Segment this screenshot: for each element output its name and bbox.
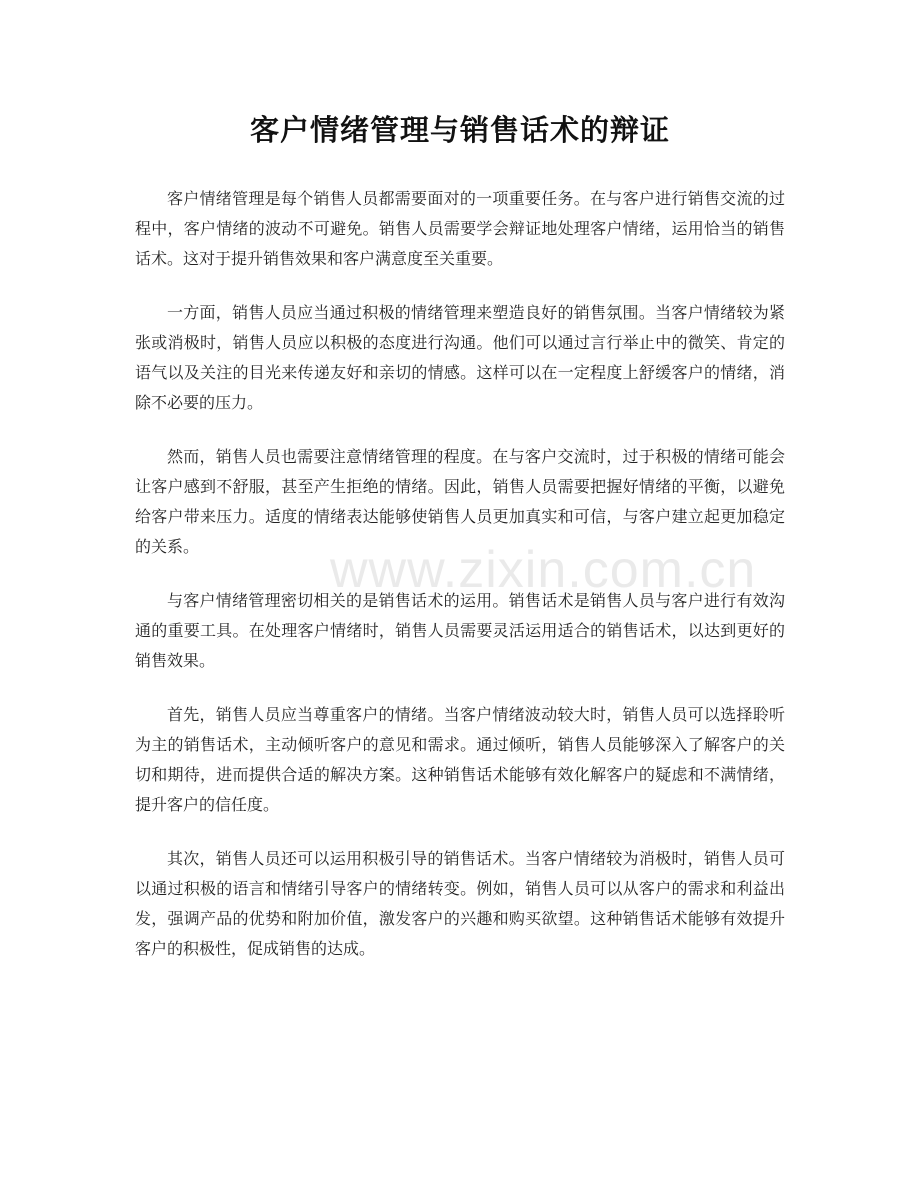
paragraph-4: 与客户情绪管理密切相关的是销售话术的运用。销售话术是销售人员与客户进行有效沟通的重要工具。在处理客户情绪时，销售人员需要灵活运用适合的销售话术，以达到更好的销售效果。	[135, 591, 785, 670]
watermark: www.zixin.com.cn	[330, 541, 757, 599]
document-title: 客户情绪管理与销售话术的辩证	[249, 113, 670, 147]
paragraph-6: 其次，销售人员还可以运用积极引导的销售话术。当客户情绪较为消极时，销售人员可以通过积极的语言和情绪引导客户的情绪转变。例如，销售人员可以从客户的需求和利益出发，强调产品的优势和附加价值，激发客户的兴趣和购买欲望。这种销售话术能够有效提升客户的积极性，促成销售的达成。	[135, 849, 785, 958]
paragraph-2: 一方面，销售人员应当通过积极的情绪管理来塑造良好的销售氛围。当客户情绪较为紧张或消极时，销售人员应以积极的态度进行沟通。他们可以通过言行举止中的微笑、肯定的语气以及关注的目光来传递友好和亲切的情感。这样可以在一定程度上舒缓客户的情绪，消除不必要的压力。	[135, 303, 785, 412]
paragraph-1: 客户情绪管理是每个销售人员都需要面对的一项重要任务。在与客户进行销售交流的过程中，客户情绪的波动不可避免。销售人员需要学会辩证地处理客户情绪，运用恰当的销售话术。这对于提升销售效果和客户满意度至关重要。	[135, 189, 785, 268]
paragraph-5: 首先，销售人员应当尊重客户的情绪。当客户情绪波动较大时，销售人员可以选择聆听为主的销售话术，主动倾听客户的意见和需求。通过倾听，销售人员能够深入了解客户的关切和期待，进而提供合适的解决方案。这种销售话术能够有效化解客户的疑虑和不满情绪，提升客户的信任度。	[135, 705, 785, 814]
paragraph-3: 然而，销售人员也需要注意情绪管理的程度。在与客户交流时，过于积极的情绪可能会让客户感到不舒服，甚至产生拒绝的情绪。因此，销售人员需要把握好情绪的平衡，以避免给客户带来压力。适度的情绪表达能够使销售人员更加真实和可信，与客户建立起更加稳定的关系。	[135, 447, 785, 556]
document-body	[135, 184, 785, 988]
